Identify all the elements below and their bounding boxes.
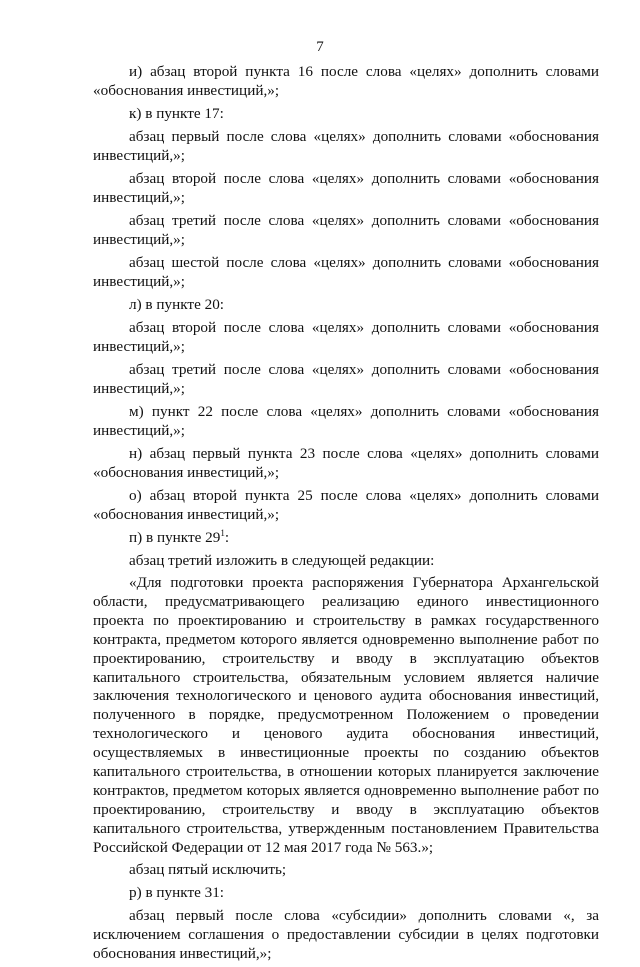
paragraph-k: к) в пункте 17:	[129, 105, 224, 122]
paragraph-l: л) в пункте 20:	[129, 296, 225, 313]
paragraph-k-3: абзац третий после слова «целях» дополнить словами «обоснования инвестиций,»;	[93, 212, 599, 248]
paragraph-l-1: абзац второй после слова «целях» дополнить словами «обоснования инвестиций,»;	[93, 319, 599, 355]
paragraph-o: о) абзац второй пункта 25 после слова «целях» дополнить словами «обоснования инвестиций,»;	[93, 487, 599, 523]
paragraph-m: м) пункт 22 после слова «целях» дополнить словами «обоснования инвестиций,»;	[93, 403, 599, 439]
paragraph-r-1: абзац первый после слова «субсидии» дополнить словами «, за исключением соглашения о предоставлении субсидии в целях подготовки обоснования инвестиций,»;	[93, 906, 599, 962]
paragraph-r: р) в пункте 31:	[129, 883, 225, 901]
page-number: 7	[316, 39, 324, 55]
paragraph-p-text: п) в пункте 29	[129, 529, 221, 546]
paragraph-p-1: абзац третий изложить в следующей редакции:	[129, 552, 435, 569]
quoted-text: «Для подготовки проекта распоряжения Губернатора Архангельской области, предусматривающего реализацию единого инвестиционного проекта по проектированию и строительству в рамках государственного контракта, предметом которого является одновременно выполнение работ по проектированию, строительству и вводу в эксплуатацию объектов капитального строительства, обязательным условием является наличие заключения технологического и ценового аудита обоснования инвестиций, полученного в порядке, предусмотренном Положением о проведении технологического и ценового аудита обоснования инвестиций, осуществляемых в инвестиционные проекты по созданию объектов капитального строительства, в отношении которых планируется заключение контрактов, предметом которых является одновременно выполнение работ по проектированию, строительству и вводу в эксплуатацию объектов капитального строительства, утвержденным постановлением Правительства Российской Федерации от 12 мая 2017 года № 563.»;	[93, 574, 599, 856]
paragraph-p	[93, 528, 599, 547]
paragraph-exclude: абзац пятый исключить;	[129, 860, 287, 878]
paragraph-l-2: абзац третий после слова «целях» дополнить словами «обоснования инвестиций,»;	[93, 361, 599, 397]
document-body	[93, 62, 599, 967]
paragraph-n: н) абзац первый пункта 23 после слова «целях» дополнить словами «обоснования инвестиций,»;	[93, 445, 599, 481]
paragraph-k-1: абзац первый после слова «целях» дополнить словами «обоснования инвестиций,»;	[93, 128, 599, 164]
paragraph-i: и) абзац второй пункта 16 после слова «целях» дополнить словами «обоснования инвестиций,»;	[93, 63, 599, 99]
paragraph-k-2: абзац второй после слова «целях» дополнить словами «обоснования инвестиций,»;	[93, 170, 599, 206]
paragraph-k-4: абзац шестой после слова «целях» дополнить словами «обоснования инвестиций,»;	[93, 254, 599, 290]
paragraph-p-superscript: 1	[220, 528, 225, 538]
paragraph-p-suffix: :	[224, 529, 230, 546]
